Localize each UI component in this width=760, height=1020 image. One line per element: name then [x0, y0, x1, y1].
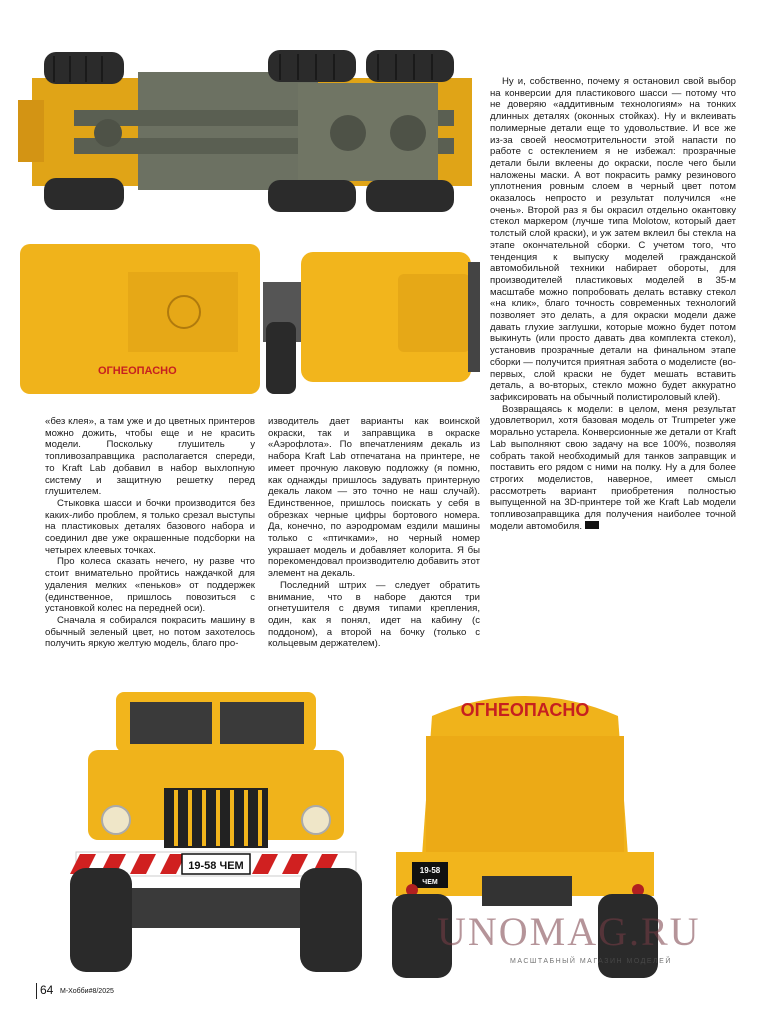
chassis-illustration	[18, 48, 476, 214]
front-plate: 19-58 ЧЕМ	[188, 860, 244, 872]
footer-divider	[36, 983, 37, 999]
end-of-article-icon	[585, 521, 599, 529]
rear-plate-bottom: ЧЕМ	[422, 879, 438, 886]
paragraph: «без клея», а там уже и до цветных принтеров можно дожить, чтобы еще и не красить модели. Поскольку глушитель у топливозаправщика располагается спереди, то Kraft Lab добавил в набор выхлопную систему и защитную решетку перед глушителем.	[45, 416, 255, 498]
watermark-tagline: МАСШТАБНЫЙ МАГАЗИН МОДЕЛЕЙ	[510, 958, 672, 965]
paragraph: Сначала я собирался покрасить машину в обычный зеленый цвет, но потом захотелось получить яркую желтую модель, благо про-	[45, 614, 255, 650]
page-number: 64	[40, 983, 54, 997]
chassis-photo	[18, 48, 476, 214]
front-view-photo	[66, 688, 366, 980]
top-view-photo	[18, 232, 484, 400]
watermark-logo: UNOMAG.RU	[437, 909, 701, 954]
paragraph: Стыковка шасси и бочки производится без каких-либо проблем, я только срезал выступы на пластиковых деталях базового набора и соединил две уже окрашенные подсборки на четырех клеевых точках.	[45, 497, 255, 556]
paragraph: изводитель дает варианты как воинской окраски, так и заправщика в окраске «Аэрофлота». По впечатлениям декаль из набора Kraft Lab отпечатана на принтере, не имеет прочную лаковую подложку (я помню, как однажды пришлось задувать принтерную декаль лаком — это точно не наш случай). Единственное, пришлось поискать у себя в обрезках черные цифры бортового номера. Да, конечно, по аэродромам ездили машины только с «птичками», но черный номер украшает модель и добавляет колорита. Я бы порекомендовал производителю добавить этот элемент на декаль.	[268, 416, 480, 580]
top-view-illustration	[18, 232, 484, 400]
paragraph: Про колеса сказать нечего, ну разве что стоит внимательно пройтись наждачкой для удаления мелких «пеньков» от поддержек (единственное, пришлось повозиться с установкой колес на передней оси).	[45, 556, 255, 615]
rear-tank-lettering: ОГНЕОПАСНО	[460, 700, 590, 720]
tank-lettering: ОГНЕОПАСНО	[98, 365, 177, 377]
paragraph: Последний штрих — следует обратить внимание, что в наборе даются три огнетушителя с двумя типами крепления, один, как я понял, идет на кабину (с поддоном), а второй на бочку (только с кольцевым держателем).	[268, 579, 480, 650]
rear-plate-top: 19-58	[419, 866, 441, 875]
text-column-left	[45, 416, 255, 650]
text-column-right-top	[490, 76, 736, 532]
paragraph: Возвращаясь к модели: в целом, меня результат удовлетворил, хотя базовая модель от Trumpeter уже морально устарела. Конверсионные же детали от Kraft Lab выполняют свою задачу на все 100%, позволяя собрать такой необходимый для танков заправщик и поставить его рядом с ними на полку. Ну а для более строгих моделистов, наверное, имеет смысл рассмотреть вариант приобретения полностью выпущенной на 3D-принтере той же Kraft Lab модели топливозаправщика для получения наиболее точной модели автомобиля.	[490, 403, 736, 532]
issue-label: М-Хобби#8/2025	[60, 988, 114, 995]
paragraph: Ну и, собственно, почему я остановил свой выбор на конверсии для пластикового шасси — потому что не доверяю «аддитивным технологиям» на тонких длинных деталях (оконных стойках). Ну и вклеивать полимерные детали еще то удовольствие. И все же из-за своей неосмотрительности этой напасти по работе с остеклением я не избежал: прозрачные детали были вклеены до окраски, после чего были наложены маски. А вот покрасить рамку резинового уплотнения ровным слоем в черный цвет потом оказалось непросто и результат получился «не очень». Второй раз я бы окрасил отдельно окантовку стекол маркером (лучше типа Molotow, который дает толстый слой краски), и уж затем вклеил бы стекла на этапе окончательной сборки. С учетом того, что тенденция к выпуску моделей гражданской автомобильной техники набирает обороты, для производителей пластиковых моделей в 35-м масштабе можно попробовать делать вставку стекол «на клик», благо точность современных технологий позволяет это делать, а для окраски модели даже давать глухие заглушки, которые можно будет потом выкинуть (или просто давать два комплекта стекол), установив прозрачные детали на финальном этапе сборки — получится приятная забота о моделисте (во-первых, слой краски не будет мешать вставить деталь, а во-вторых, стекло можно будет аккуратно зафиксировать на обычный полистироловый клей).	[490, 76, 736, 403]
text-column-middle	[268, 416, 480, 650]
front-view-illustration	[66, 688, 366, 980]
